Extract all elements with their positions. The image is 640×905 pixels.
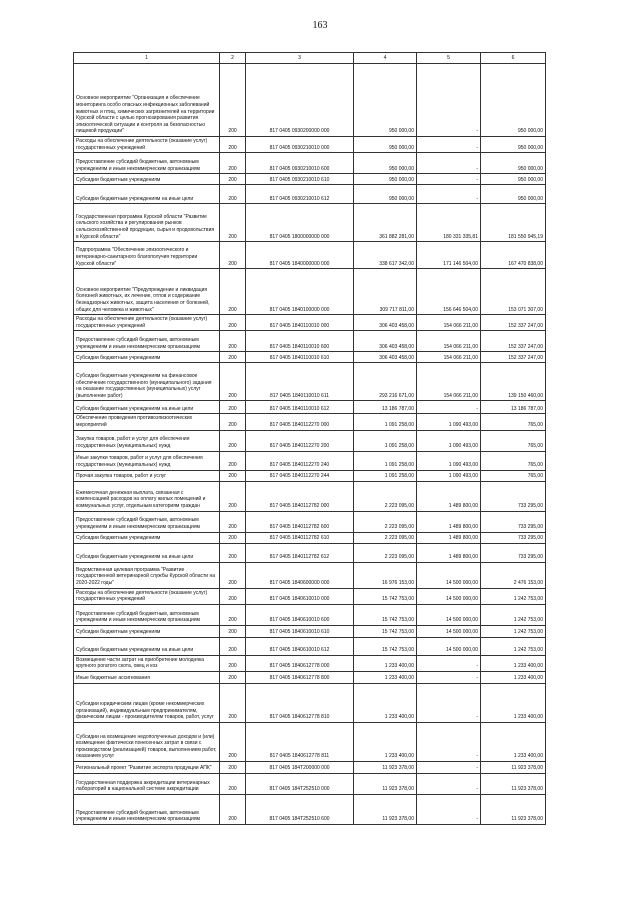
row-name: Субсидии бюджетным учреждениям на иные цели: [74, 637, 220, 655]
row-name: Возмещение части затрат на приобретение молодняка крупного рогатого скота, овец и коз: [74, 655, 220, 671]
row-section: 200: [220, 625, 246, 637]
table-row: [74, 185, 546, 204]
table-row: [74, 604, 546, 625]
row-section: 200: [220, 331, 246, 352]
row-code: 817 0405 1840612778 810: [246, 683, 354, 722]
row-value-col5: -: [417, 683, 481, 722]
row-section: 200: [220, 315, 246, 331]
row-value-col6: 733 295,00: [481, 481, 546, 511]
row-value-col4: 1 233 400,00: [354, 722, 417, 761]
row-value-col4: 11 923 378,00: [354, 761, 417, 773]
row-value-col5: 1 489 800,00: [417, 543, 481, 562]
row-value-col5: 156 646 504,00: [417, 269, 481, 315]
table-row: [74, 269, 546, 315]
column-header: 3: [246, 53, 354, 64]
row-section: 200: [220, 401, 246, 414]
row-value-col6: 950 000,00: [481, 153, 546, 174]
row-value-col6: 765,00: [481, 470, 546, 481]
row-value-col4: 361 882 281,00: [354, 204, 417, 242]
row-value-col6: 1 233 400,00: [481, 683, 546, 722]
row-code: 817 0405 1840112270 200: [246, 430, 354, 451]
table-row: [74, 242, 546, 269]
row-section: 200: [220, 511, 246, 532]
row-value-col6: 1 233 400,00: [481, 655, 546, 671]
row-name: Субсидии бюджетным учреждениям на иные цели: [74, 185, 220, 204]
row-value-col4: 950 000,00: [354, 185, 417, 204]
row-section: 200: [220, 470, 246, 481]
row-value-col6: 1 242 753,00: [481, 604, 546, 625]
row-section: 200: [220, 604, 246, 625]
row-name: Основное мероприятие "Организация и обеспечение мониторинга особо опасных инфекционных заболеваний животных и птиц, химических загрязнителей на территории Курской области с целью прогнозирования развития эпизоотической ситуации и контроля за безопасностью пищевой продукции": [74, 64, 220, 137]
row-code: 817 0405 184T252510 000: [246, 773, 354, 794]
row-name: Субсидии бюджетным учреждениям: [74, 625, 220, 637]
row-name: Закупка товаров, работ и услуг для обеспечения государственных (муниципальных) нужд: [74, 430, 220, 451]
row-name: Предоставление субсидий бюджетным, автономным учреждениям и иным некоммерческим организациям: [74, 794, 220, 824]
row-value-col4: 1 091 258,00: [354, 414, 417, 430]
row-value-col5: 154 066 211,00: [417, 315, 481, 331]
table-row: [74, 451, 546, 470]
row-name: Субсидии юридическим лицам (кроме некоммерческих организаций), индивидуальным предпринимателям, физическим лицам - производителям товаров, работ, услуг: [74, 683, 220, 722]
row-code: 817 0405 1840612778 000: [246, 655, 354, 671]
row-value-col6: 1 242 753,00: [481, 588, 546, 604]
row-value-col5: -: [417, 64, 481, 137]
row-code: 817 0405 1840110010 612: [246, 401, 354, 414]
row-value-col6: 1 233 400,00: [481, 671, 546, 683]
row-section: 200: [220, 242, 246, 269]
row-value-col6: 11 923 378,00: [481, 761, 546, 773]
row-section: 200: [220, 64, 246, 137]
row-value-col5: 14 500 000,00: [417, 588, 481, 604]
row-section: 200: [220, 761, 246, 773]
row-value-col5: 1 090 493,00: [417, 451, 481, 470]
row-value-col5: -: [417, 655, 481, 671]
row-value-col5: -: [417, 761, 481, 773]
row-section: 200: [220, 153, 246, 174]
row-section: 200: [220, 794, 246, 824]
row-value-col5: -: [417, 722, 481, 761]
row-name: Субсидии бюджетным учреждениям на иные цели: [74, 401, 220, 414]
row-name: Субсидии бюджетным учреждениям на финансовое обеспечение государственного (муниципального) задания на оказание государственных (муниципальных) услуг (выполнение работ): [74, 363, 220, 401]
table-row: [74, 430, 546, 451]
row-value-col6: 139 150 460,00: [481, 363, 546, 401]
row-value-col6: 167 470 838,00: [481, 242, 546, 269]
row-value-col4: 306 403 458,00: [354, 331, 417, 352]
row-value-col6: 950 000,00: [481, 64, 546, 137]
row-section: 200: [220, 562, 246, 588]
row-section: 200: [220, 532, 246, 543]
row-code: 817 0405 0930210010 612: [246, 185, 354, 204]
budget-table: [73, 52, 546, 825]
row-name: Ежемесячная денежная выплата, связанная с компенсацией расходов на оплату жилых помещений и коммунальных услуг, отдельным категориям граждан: [74, 481, 220, 511]
row-value-col4: 950 000,00: [354, 153, 417, 174]
column-header: 1: [74, 53, 220, 64]
row-value-col5: 1 489 800,00: [417, 532, 481, 543]
row-value-col4: 293 216 671,00: [354, 363, 417, 401]
row-name: Субсидии бюджетным учреждениям: [74, 532, 220, 543]
row-section: 200: [220, 137, 246, 153]
table-row: [74, 363, 546, 401]
row-code: 817 0405 1800000000 000: [246, 204, 354, 242]
row-name: Иные закупки товаров, работ и услуг для обеспечения государственных (муниципальных) нужд: [74, 451, 220, 470]
table-row: [74, 511, 546, 532]
row-value-col6: 153 071 307,00: [481, 269, 546, 315]
row-code: 817 0405 1840112270 240: [246, 451, 354, 470]
column-header: 4: [354, 53, 417, 64]
row-code: 817 0405 0930210010 000: [246, 137, 354, 153]
row-value-col6: 733 295,00: [481, 543, 546, 562]
row-value-col4: 1 091 258,00: [354, 451, 417, 470]
table-row: [74, 153, 546, 174]
table-row: [74, 470, 546, 481]
row-value-col5: 154 066 211,00: [417, 352, 481, 363]
row-value-col6: 181 550 945,19: [481, 204, 546, 242]
row-section: 200: [220, 269, 246, 315]
row-value-col5: 180 331 335,81: [417, 204, 481, 242]
row-value-col6: 11 923 378,00: [481, 773, 546, 794]
row-name: Субсидии на возмещение недополученных доходов и (или) возмещение фактически понесенных затрат в связи с производством (реализацией) товаров, выполнением работ, оказанием услуг: [74, 722, 220, 761]
table-row: [74, 174, 546, 185]
table-row: [74, 481, 546, 511]
row-value-col4: 950 000,00: [354, 137, 417, 153]
row-name: Предоставление субсидий бюджетным, автономным учреждениям и иным некоммерческим организациям: [74, 331, 220, 352]
row-section: 200: [220, 588, 246, 604]
row-section: 200: [220, 683, 246, 722]
table-body: [74, 64, 546, 825]
row-value-col4: 2 223 095,00: [354, 511, 417, 532]
row-value-col4: 1 091 258,00: [354, 470, 417, 481]
row-value-col4: 306 403 458,00: [354, 315, 417, 331]
row-value-col6: 765,00: [481, 451, 546, 470]
row-value-col4: 2 223 095,00: [354, 481, 417, 511]
table-row: [74, 655, 546, 671]
table-row: [74, 315, 546, 331]
table-row: [74, 588, 546, 604]
row-code: 817 0405 1840610010 000: [246, 588, 354, 604]
row-value-col5: 14 500 000,00: [417, 625, 481, 637]
table-row: [74, 637, 546, 655]
table-row: [74, 773, 546, 794]
row-value-col5: -: [417, 671, 481, 683]
row-value-col4: 950 000,00: [354, 174, 417, 185]
table-row: [74, 761, 546, 773]
row-value-col4: 1 233 400,00: [354, 683, 417, 722]
row-value-col4: 1 233 400,00: [354, 655, 417, 671]
row-code: 817 0405 1840112782 000: [246, 481, 354, 511]
row-name: Расходы на обеспечение деятельности (оказание услуг) государственных учреждений: [74, 588, 220, 604]
row-value-col6: 152 337 247,00: [481, 331, 546, 352]
row-name: Субсидии бюджетным учреждениям: [74, 174, 220, 185]
row-code: 817 0405 1840600000 000: [246, 562, 354, 588]
table-row: [74, 331, 546, 352]
table-row: [74, 137, 546, 153]
row-value-col4: 11 923 378,00: [354, 773, 417, 794]
row-code: 817 0405 1840112782 612: [246, 543, 354, 562]
row-value-col4: 950 000,00: [354, 64, 417, 137]
row-name: Предоставление субсидий бюджетным, автономным учреждениям и иным некоммерческим организациям: [74, 511, 220, 532]
row-name: Расходы на обеспечение деятельности (оказание услуг) государственных учреждений: [74, 137, 220, 153]
row-value-col6: 152 337 247,00: [481, 352, 546, 363]
row-code: 817 0405 1840610010 600: [246, 604, 354, 625]
table-row: [74, 414, 546, 430]
row-code: 817 0405 1840610010 610: [246, 625, 354, 637]
row-value-col4: 1 091 258,00: [354, 430, 417, 451]
row-value-col6: 152 337 247,00: [481, 315, 546, 331]
row-code: 817 0405 1840110010 600: [246, 331, 354, 352]
row-section: 200: [220, 204, 246, 242]
row-value-col5: -: [417, 137, 481, 153]
row-name: Предоставление субсидий бюджетным, автономным учреждениям и иным некоммерческим организациям: [74, 153, 220, 174]
row-value-col5: -: [417, 174, 481, 185]
row-value-col4: 15 742 753,00: [354, 604, 417, 625]
row-section: 200: [220, 655, 246, 671]
row-code: 817 0405 184T252510 600: [246, 794, 354, 824]
row-code: 817 0405 1840110010 000: [246, 315, 354, 331]
row-name: Государственная программа Курской области "Развитие сельского хозяйства и регулирования рынков сельскохозяйственной продукции, сырья и продовольствия в Курской области": [74, 204, 220, 242]
row-value-col5: 154 066 211,00: [417, 363, 481, 401]
row-code: 817 0405 1840110010 610: [246, 352, 354, 363]
row-value-col6: 733 295,00: [481, 532, 546, 543]
table-row: [74, 543, 546, 562]
column-header: 6: [481, 53, 546, 64]
row-code: 817 0405 0930210010 600: [246, 153, 354, 174]
row-name: Региональный проект "Развитие экспорта продукции АПК": [74, 761, 220, 773]
row-section: 200: [220, 671, 246, 683]
row-value-col5: 14 500 000,00: [417, 637, 481, 655]
row-value-col5: 14 500 000,00: [417, 562, 481, 588]
row-value-col4: 11 923 378,00: [354, 794, 417, 824]
row-value-col5: 1 090 493,00: [417, 470, 481, 481]
row-value-col6: 1 242 753,00: [481, 637, 546, 655]
row-section: 200: [220, 637, 246, 655]
row-name: Ведомственная целевая программа "Развитие государственной ветеринарной службы Курской области на 2020-2022 годы": [74, 562, 220, 588]
row-value-col4: 306 403 458,00: [354, 352, 417, 363]
row-code: 817 0405 0930210010 610: [246, 174, 354, 185]
row-section: 200: [220, 174, 246, 185]
row-value-col4: 1 233 400,00: [354, 671, 417, 683]
row-section: 200: [220, 430, 246, 451]
column-header: 5: [417, 53, 481, 64]
row-value-col5: 14 500 000,00: [417, 604, 481, 625]
row-code: 817 0405 1840110010 611: [246, 363, 354, 401]
row-value-col5: 1 090 493,00: [417, 414, 481, 430]
page-number: 163: [312, 20, 328, 31]
row-value-col4: 15 742 753,00: [354, 625, 417, 637]
row-name: Расходы на обеспечение деятельности (оказание услуг) государственных учреждений: [74, 315, 220, 331]
row-value-col5: -: [417, 773, 481, 794]
row-code: 817 0405 1840112782 610: [246, 532, 354, 543]
row-code: 817 0405 1840612778 800: [246, 671, 354, 683]
table-row: [74, 352, 546, 363]
row-value-col4: 338 617 342,00: [354, 242, 417, 269]
row-value-col6: 950 000,00: [481, 174, 546, 185]
row-name: Основное мероприятие "Предупреждение и ликвидация болезней животных, их лечение, отлов и содержание безнадзорных животных, защита населения от болезней, общих для человека и животных": [74, 269, 220, 315]
row-section: 200: [220, 414, 246, 430]
table-row: [74, 401, 546, 414]
row-name: Субсидии бюджетным учреждениям: [74, 352, 220, 363]
row-value-col4: 13 186 787,00: [354, 401, 417, 414]
row-value-col6: 1 242 753,00: [481, 625, 546, 637]
row-name: Предоставление субсидий бюджетным, автономным учреждениям и иным некоммерческим организациям: [74, 604, 220, 625]
row-value-col5: -: [417, 153, 481, 174]
row-value-col6: 733 295,00: [481, 511, 546, 532]
row-value-col4: 15 742 753,00: [354, 588, 417, 604]
row-value-col4: 15 742 753,00: [354, 637, 417, 655]
row-value-col5: 1 489 800,00: [417, 481, 481, 511]
row-value-col6: 950 000,00: [481, 185, 546, 204]
row-value-col5: 154 066 211,00: [417, 331, 481, 352]
row-name: Субсидии бюджетным учреждениям на иные цели: [74, 543, 220, 562]
table-row: [74, 64, 546, 137]
row-name: Иные бюджетные ассигнования: [74, 671, 220, 683]
row-section: 200: [220, 773, 246, 794]
row-code: 817 0405 1840610010 612: [246, 637, 354, 655]
row-section: 200: [220, 352, 246, 363]
row-value-col5: -: [417, 401, 481, 414]
row-section: 200: [220, 722, 246, 761]
table-row: [74, 794, 546, 824]
row-code: 817 0405 1840000000 000: [246, 242, 354, 269]
column-header: 2: [220, 53, 246, 64]
row-section: 200: [220, 185, 246, 204]
row-value-col6: 765,00: [481, 414, 546, 430]
row-section: 200: [220, 543, 246, 562]
row-value-col5: -: [417, 185, 481, 204]
row-code: 817 0405 1840112270 000: [246, 414, 354, 430]
row-code: 817 0405 184T200000 000: [246, 761, 354, 773]
row-value-col5: 1 489 800,00: [417, 511, 481, 532]
row-code: 817 0405 1840112270 244: [246, 470, 354, 481]
row-name: Прочая закупка товаров, работ и услуг: [74, 470, 220, 481]
row-name: Государственная поддержка аккредитации ветеринарных лабораторий в национальной системе аккредитации: [74, 773, 220, 794]
row-value-col6: 950 000,00: [481, 137, 546, 153]
row-code: 817 0405 1840612778 811: [246, 722, 354, 761]
table-row: [74, 625, 546, 637]
row-value-col4: 2 223 095,00: [354, 532, 417, 543]
row-value-col6: 765,00: [481, 430, 546, 451]
row-name: Обеспечение проведения противоэпизоотических мероприятий: [74, 414, 220, 430]
row-code: 817 0405 0930200000 000: [246, 64, 354, 137]
row-value-col6: 13 186 787,00: [481, 401, 546, 414]
table-row: [74, 722, 546, 761]
table-row: [74, 671, 546, 683]
table-row: [74, 532, 546, 543]
table-row: [74, 204, 546, 242]
row-value-col6: 2 476 153,00: [481, 562, 546, 588]
row-value-col5: 1 090 493,00: [417, 430, 481, 451]
row-value-col6: 1 233 400,00: [481, 722, 546, 761]
row-value-col6: 11 923 378,00: [481, 794, 546, 824]
header-row: [74, 53, 546, 64]
row-name: Подпрограмма "Обеспечение эпизоотического и ветеринарно-санитарного благополучия территории Курской области": [74, 242, 220, 269]
row-value-col4: 16 976 153,00: [354, 562, 417, 588]
row-value-col4: 2 223 095,00: [354, 543, 417, 562]
row-code: 817 0405 1840112782 600: [246, 511, 354, 532]
row-section: 200: [220, 363, 246, 401]
row-code: 817 0405 1840100000 000: [246, 269, 354, 315]
row-section: 200: [220, 451, 246, 470]
table-row: [74, 562, 546, 588]
row-section: 200: [220, 481, 246, 511]
row-value-col5: -: [417, 794, 481, 824]
row-value-col4: 309 717 811,00: [354, 269, 417, 315]
table-row: [74, 683, 546, 722]
row-value-col5: 171 146 504,00: [417, 242, 481, 269]
